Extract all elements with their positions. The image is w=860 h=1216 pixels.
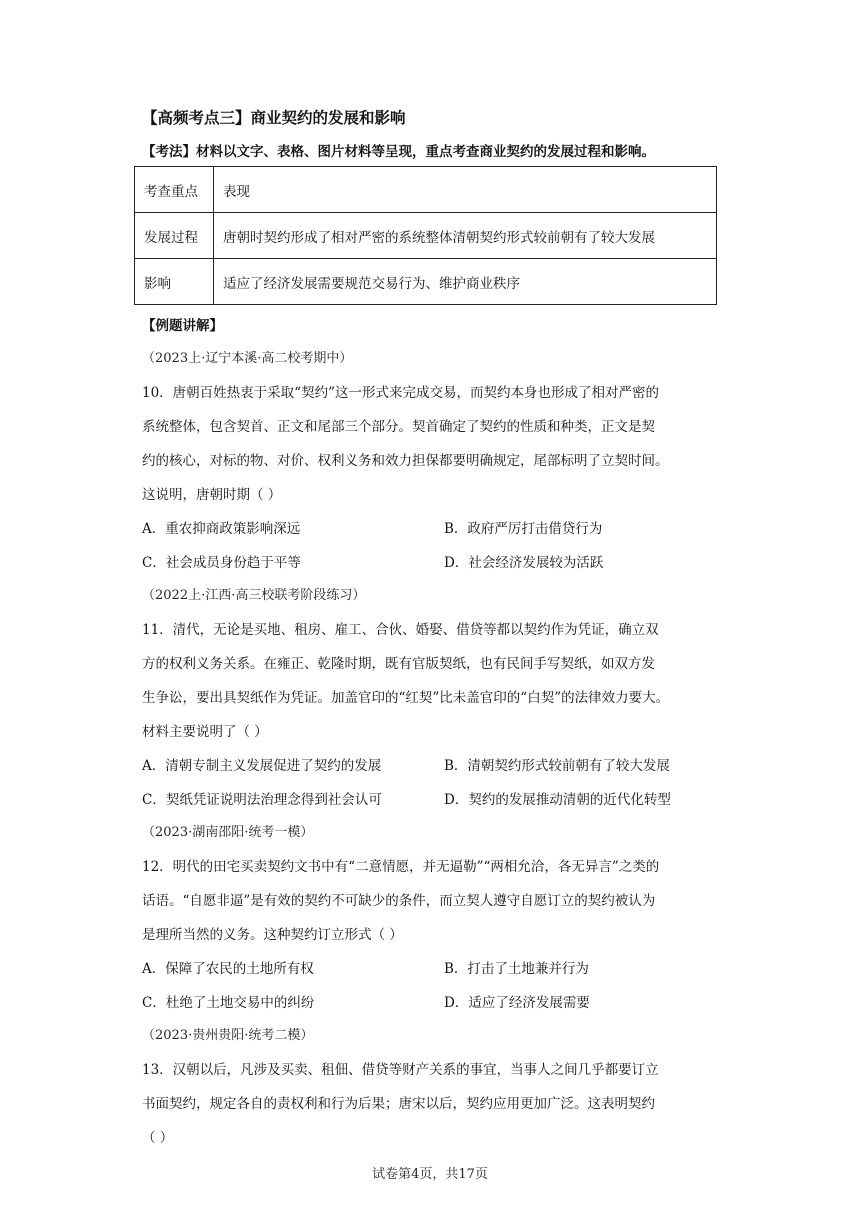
- question-source: （2022上·江西·高三校联考阶段练习）: [142, 588, 366, 603]
- table-cell: 唐朝时契约形成了相对严密的系统整体清朝契约形式较前朝有了较大发展: [214, 213, 717, 259]
- table-row: [135, 259, 717, 305]
- question-line: 方的权利义务关系。在雍正、乾隆时期，既有官版契纸，也有民间手写契纸，如双方发: [142, 656, 655, 672]
- option-a: A．清朝专制主义发展促进了契约的发展: [142, 758, 382, 774]
- option-c: C．杜绝了土地交易中的纠纷: [142, 995, 315, 1011]
- question-source: （2023·湖南邵阳·统考一模）: [142, 825, 314, 840]
- question-line: 这说明，唐朝时期（ ）: [142, 487, 282, 503]
- option-d: D．适应了经济发展需要: [444, 995, 590, 1011]
- question-line: 是理所当然的义务。这种契约订立形式（ ）: [142, 927, 403, 943]
- question-source: （2023·贵州贵阳·统考二模）: [142, 1028, 314, 1043]
- table-row: [135, 213, 717, 259]
- question-line: 约的核心，对标的物、对价、权利义务和效力担保都要明确规定，尾部标明了立契时间。: [142, 453, 669, 469]
- section-title: 【高频考点三】商业契约的发展和影响: [142, 109, 406, 127]
- method-line: 【考法】材料以文字、表格、图片材料等呈现，重点考查商业契约的发展过程和影响。: [142, 144, 655, 160]
- option-b: B．清朝契约形式较前朝有了较大发展: [444, 758, 670, 774]
- question-line: 10．唐朝百姓热衷于采取“契约”这一形式来完成交易，而契约本身也形成了相对严密的: [142, 385, 659, 401]
- option-b: B．打击了土地兼并行为: [444, 961, 589, 977]
- option-a: A．重农抑商政策影响深远: [142, 521, 301, 537]
- question-line: 生争讼，要出具契纸作为凭证。加盖官印的“红契”比未盖官印的“白契”的法律效力要大。: [142, 690, 670, 706]
- option-a: A．保障了农民的土地所有权: [142, 961, 314, 977]
- question-line: 13．汉朝以后，凡涉及买卖、租佃、借贷等财产关系的事宜，当事人之间几乎都要订立: [142, 1062, 659, 1078]
- question-line: 话语。“自愿非逼”是有效的契约不可缺少的条件，而立契人遵守自愿订立的契约被认为: [142, 893, 656, 909]
- example-heading: 【例题讲解】: [142, 318, 223, 334]
- page-footer: 试卷第4页，共17页: [372, 1167, 488, 1182]
- option-b: B．政府严厉打击借贷行为: [444, 521, 603, 537]
- option-d: D．契约的发展推动清朝的近代化转型: [444, 792, 671, 808]
- question-line: （ ）: [142, 1130, 174, 1146]
- table-row: [135, 167, 717, 213]
- table-cell: 发展过程: [135, 213, 214, 259]
- table-cell: 考查重点: [135, 167, 214, 213]
- question-line: 书面契约，规定各自的责权利和行为后果；唐宋以后，契约应用更加广泛。这表明契约: [142, 1096, 655, 1112]
- question-line: 11．清代，无论是买地、租房、雇工、合伙、婚娶、借贷等都以契约作为凭证，确立双: [142, 622, 659, 638]
- table-cell: 影响: [135, 259, 214, 305]
- question-line: 12．明代的田宅买卖契约文书中有“二意情愿，并无逼勒”“两相允洽，各无异言”之类的: [142, 859, 660, 875]
- option-c: C．契纸凭证说明法治理念得到社会认可: [142, 792, 382, 808]
- table-cell: 适应了经济发展需要规范交易行为、维护商业秩序: [214, 259, 717, 305]
- table-cell: 表现: [214, 167, 717, 213]
- option-c: C．社会成员身份趋于平等: [142, 555, 301, 571]
- option-d: D．社会经济发展较为活跃: [444, 555, 604, 571]
- question-line: 系统整体，包含契首、正文和尾部三个部分。契首确定了契约的性质和种类，正文是契: [142, 419, 655, 435]
- question-line: 材料主要说明了（ ）: [142, 724, 268, 740]
- key-points-table: [134, 166, 717, 305]
- question-source: （2023上·辽宁本溪·高二校考期中）: [142, 351, 353, 366]
